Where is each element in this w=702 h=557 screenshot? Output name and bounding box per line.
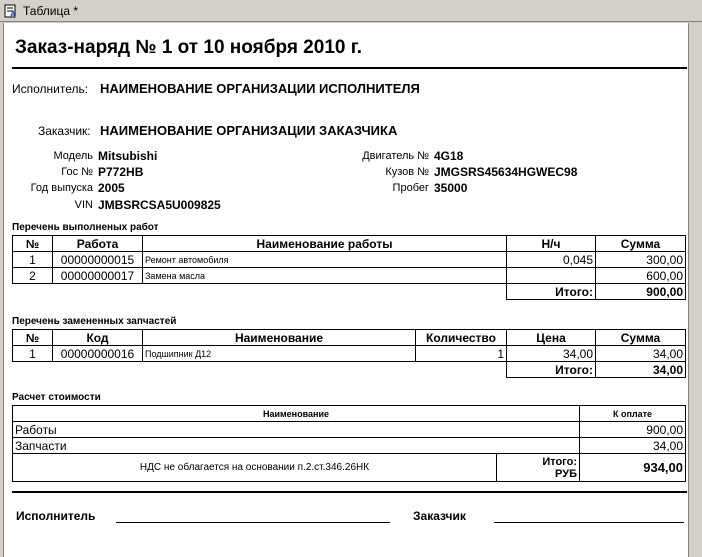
model-label: Модель [53,150,93,162]
calc-row-pay: 34,00 [580,438,686,454]
customer-value: НАИМЕНОВАНИЕ ОРГАНИЗАЦИИ ЗАКАЗЧИКА [100,123,398,138]
calc-table [12,405,686,482]
engine-value: 4G18 [434,149,464,163]
table-row[interactable] [13,422,686,438]
calc-total-label [497,454,580,482]
works-row-name: Ремонт автомобиля [143,252,507,268]
works-col-name: Наименование работы [143,236,507,252]
works-row-code: 00000000015 [53,252,143,268]
calc-row-name: Запчасти [13,438,580,454]
year-label: Год выпуска [30,182,93,194]
calc-col-pay: К оплате [580,406,686,422]
calc-section-title: Расчет стоимости [12,392,101,403]
parts-row-sum: 34,00 [596,346,686,362]
works-row-hours: 0,045 [507,252,596,268]
table-row[interactable] [13,346,686,362]
parts-row-qty: 1 [416,346,507,362]
parts-col-name: Наименование [143,330,416,346]
works-row-code: 00000000017 [53,268,143,284]
executor-value: НАИМЕНОВАНИЕ ОРГАНИЗАЦИИ ИСПОЛНИТЕЛЯ [100,81,420,96]
works-row-num: 2 [13,268,53,284]
parts-row-name: Подшипник Д12 [143,346,416,362]
parts-col-sum: Сумма [596,330,686,346]
parts-col-qty: Количество [416,330,507,346]
body-value: JMGSRS45634HGWEC98 [434,165,578,179]
works-col-num: № [13,236,53,252]
works-row-num: 1 [13,252,53,268]
parts-total-row [13,362,686,378]
calc-row-pay: 900,00 [580,422,686,438]
works-header-row [13,236,686,252]
parts-header-row [13,330,686,346]
works-total-value: 900,00 [596,284,686,300]
works-total-label: Итого: [507,284,596,300]
body-label: Кузов № [385,166,429,178]
calc-row-name: Работы [13,422,580,438]
calc-total-value: 934,00 [580,454,686,482]
engine-label: Двигатель № [362,150,429,162]
works-table [12,235,686,300]
plate-value: P772HB [98,165,144,179]
signature-divider [12,491,687,493]
works-row-sum: 600,00 [596,268,686,284]
customer-signature-line [494,522,684,523]
year-value: 2005 [98,181,125,195]
spreadsheet-document-icon [4,4,18,18]
executor-signature-line [116,522,390,523]
page-title: Заказ-наряд № 1 от 10 ноября 2010 г. [15,37,363,58]
works-col-sum: Сумма [596,236,686,252]
works-col-work: Работа [53,236,143,252]
svg-text:A: A [10,9,16,18]
mileage-label: Пробег [392,182,429,194]
mileage-value: 35000 [434,181,468,195]
parts-section-title: Перечень замененных запчастей [12,316,177,327]
window-titlebar [0,0,702,22]
parts-total-value: 34,00 [596,362,686,378]
document-page[interactable] [3,23,694,557]
title-divider [12,67,687,69]
customer-label: Заказчик: [38,124,91,138]
plate-label: Гос № [61,166,93,178]
parts-table [12,329,686,378]
calc-col-name: Наименование [13,406,580,422]
parts-row-code: 00000000016 [53,346,143,362]
works-total-row [13,284,686,300]
vin-value: JMBSRCSA5U009825 [98,198,221,212]
calc-total-row [13,454,686,482]
page-right-edge [688,23,694,557]
model-value: Mitsubishi [98,149,158,163]
parts-col-price: Цена [507,330,596,346]
parts-col-code: Код [53,330,143,346]
parts-row-num: 1 [13,346,53,362]
executor-label: Исполнитель: [12,82,89,96]
window-title: Таблица * [23,3,79,18]
table-row[interactable] [13,252,686,268]
vin-label: VIN [74,199,93,211]
parts-row-price: 34,00 [507,346,596,362]
table-row[interactable] [13,268,686,284]
calc-header-row [13,406,686,422]
calc-total-label-text: Итого: [542,455,577,468]
executor-signature-label: Исполнитель [16,509,96,523]
works-section-title: Перечень выполненых работ [12,222,159,233]
works-row-hours [507,268,596,284]
works-row-sum: 300,00 [596,252,686,268]
customer-signature-label: Заказчик [413,509,466,523]
vat-note: НДС не облагается на основании п.2.ст.346.26НК [13,454,497,482]
calc-currency: РУБ [555,467,577,480]
works-row-name: Замена масла [143,268,507,284]
works-col-hours: Н/ч [507,236,596,252]
parts-total-label: Итого: [507,362,596,378]
table-row[interactable] [13,438,686,454]
parts-col-num: № [13,330,53,346]
